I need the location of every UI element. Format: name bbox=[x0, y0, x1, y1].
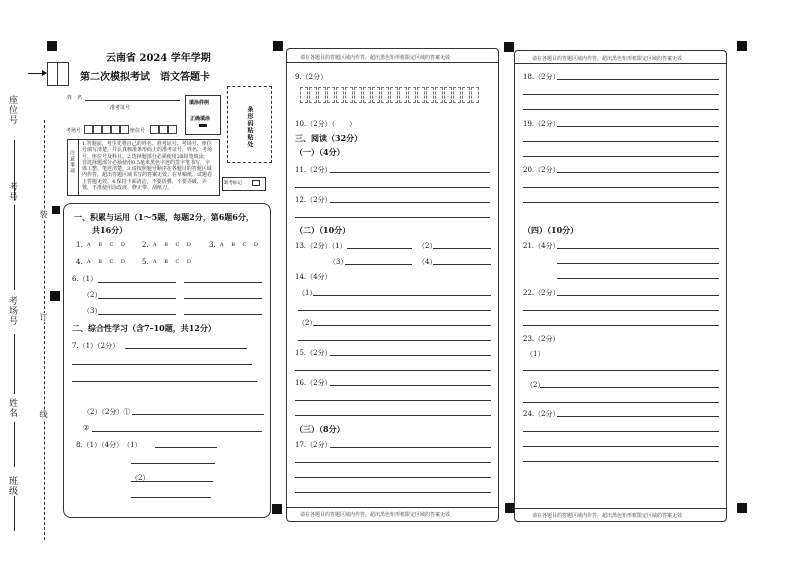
timing-mark bbox=[50, 291, 60, 301]
section1-title-2: 共16分） bbox=[92, 225, 128, 235]
q8-2-label: （2） bbox=[131, 474, 150, 482]
col3-bottom-divider bbox=[514, 508, 727, 509]
q12-line-1[interactable] bbox=[330, 202, 490, 203]
q4-options[interactable]: A B C D bbox=[87, 259, 128, 265]
q2-label: 2. bbox=[142, 241, 149, 249]
q14-line-4[interactable] bbox=[298, 340, 491, 341]
q14-line-3[interactable] bbox=[313, 325, 491, 326]
q16-line-1[interactable] bbox=[330, 385, 491, 386]
header-square-divider bbox=[57, 62, 58, 86]
q5-label: 5. bbox=[142, 258, 149, 266]
q24-line-1[interactable] bbox=[557, 416, 719, 417]
admission-label: 准考证号 bbox=[110, 105, 131, 111]
q17-line-4[interactable] bbox=[295, 492, 491, 493]
q3-label: 3. bbox=[209, 241, 216, 249]
q24-line-2[interactable] bbox=[523, 431, 719, 432]
timing-mark bbox=[504, 42, 514, 52]
exam-room-line bbox=[14, 334, 15, 394]
part3-title: （三）（8分） bbox=[295, 424, 345, 434]
q18-line-1[interactable] bbox=[557, 79, 719, 80]
notice-top-col2: 请在各题目的答题区域内作答，超出黑色矩形框限定区域的答案无效 bbox=[300, 55, 451, 61]
opt-d[interactable]: D bbox=[120, 242, 128, 248]
q18-line-3[interactable] bbox=[523, 109, 719, 110]
header-square-box bbox=[47, 62, 69, 86]
q7-line-1[interactable] bbox=[125, 348, 247, 349]
seal-char-3: 线 bbox=[39, 410, 48, 419]
q23-line-1[interactable] bbox=[523, 370, 719, 371]
q13-line-1[interactable] bbox=[347, 248, 412, 249]
q17-label: 17.（2分） bbox=[295, 441, 332, 449]
part4-title: （四）（10分） bbox=[523, 225, 579, 235]
seat-field-label: 座位号 bbox=[130, 128, 146, 134]
seal-line bbox=[44, 120, 45, 540]
q19-line-1[interactable] bbox=[557, 126, 719, 127]
q8-line-4[interactable] bbox=[131, 497, 211, 498]
q8-line-2[interactable] bbox=[131, 463, 215, 464]
exam-room-field-label: 考场号 bbox=[66, 128, 82, 134]
seat-cells[interactable] bbox=[150, 125, 177, 134]
opt-a[interactable]: A bbox=[87, 242, 94, 248]
q2-options[interactable]: A B C D bbox=[153, 242, 194, 248]
seal-char-1: 装 bbox=[39, 210, 48, 219]
q19-line-2[interactable] bbox=[523, 141, 719, 142]
q20-line-1[interactable] bbox=[557, 172, 719, 173]
q11-label: 11.（2分） bbox=[295, 166, 332, 174]
section2-title: 二、综合性学习（含7–10题，共12分） bbox=[72, 323, 216, 333]
q16-line-2[interactable] bbox=[295, 400, 491, 401]
absent-label: 缺考标记 bbox=[224, 181, 242, 186]
name-field-label: 姓 名 bbox=[67, 95, 83, 101]
q6-2-line-a[interactable] bbox=[98, 298, 176, 299]
q20-label: 20.（2分） bbox=[523, 166, 560, 174]
q14-2-label: （2） bbox=[298, 319, 317, 327]
q15-line-2[interactable] bbox=[295, 370, 491, 371]
q17-line-3[interactable] bbox=[295, 477, 491, 478]
timing-mark bbox=[272, 504, 282, 514]
name-line bbox=[14, 422, 15, 467]
col2-top-divider bbox=[286, 62, 499, 63]
q6-3-line-a[interactable] bbox=[98, 314, 176, 315]
q18-label: 18.（2分） bbox=[523, 73, 560, 81]
q20-line-3[interactable] bbox=[523, 202, 719, 203]
q12-line-2[interactable] bbox=[295, 217, 490, 218]
q6-1-label: 6.（1） bbox=[72, 275, 98, 283]
q8-line-3[interactable] bbox=[131, 481, 213, 482]
q7-label: 7.（1）（2分） bbox=[72, 342, 120, 350]
q15-label: 15.（2分） bbox=[295, 349, 332, 357]
q16-line-3[interactable] bbox=[295, 415, 491, 416]
barcode-label: 条形码粘贴处 bbox=[246, 106, 253, 148]
q1-label: 1. bbox=[76, 241, 83, 249]
q17-line-2[interactable] bbox=[295, 462, 491, 463]
q8-line-1[interactable] bbox=[155, 447, 217, 448]
q23-2-label: （2） bbox=[526, 381, 545, 389]
exam-room-label: 考场号 bbox=[7, 296, 17, 326]
q13-line-3[interactable] bbox=[345, 264, 412, 265]
fill-example-label: 填涂样例 bbox=[189, 100, 210, 106]
q6-1-line-b[interactable] bbox=[184, 282, 262, 283]
q6-1-line-a[interactable] bbox=[98, 282, 176, 283]
q23-label: 23.（2分） bbox=[523, 335, 560, 343]
notice-bottom-col3: 请在各题目的答题区域内作答，超出黑色矩形框限定区域的答案无效 bbox=[532, 513, 683, 519]
absent-checkbox[interactable] bbox=[252, 180, 260, 186]
notice-top-col3: 请在各题目的答题区域内作答，超出黑色矩形框限定区域的答案无效 bbox=[532, 56, 683, 62]
note-label: 注意事项 bbox=[69, 150, 75, 174]
q24-line-4[interactable] bbox=[523, 461, 719, 462]
q13-line-4[interactable] bbox=[433, 264, 491, 265]
q22-line-1[interactable] bbox=[557, 295, 719, 296]
q13-line-2[interactable] bbox=[433, 248, 491, 249]
q4-label: 4. bbox=[76, 258, 83, 266]
notice-bottom-col2: 请在各题目的答题区域内作答，超出黑色矩形框限定区域的答案无效 bbox=[300, 512, 451, 518]
part1-title: （一）（4分） bbox=[295, 147, 345, 157]
q24-label: 24.（2分） bbox=[523, 410, 560, 418]
q7-line-2[interactable] bbox=[72, 364, 252, 365]
timing-mark bbox=[737, 41, 747, 51]
correct-fill-label: 正确填涂 bbox=[190, 116, 211, 122]
answer-box-col1 bbox=[63, 203, 271, 518]
q6-2-line-b[interactable] bbox=[184, 298, 262, 299]
seal-char-2: 订 bbox=[39, 313, 48, 322]
timing-mark bbox=[737, 503, 747, 513]
q3-options[interactable]: A B C D bbox=[220, 242, 261, 248]
timing-mark bbox=[52, 206, 60, 214]
q17-line-1[interactable] bbox=[330, 447, 491, 448]
q7-2-line-2[interactable] bbox=[92, 431, 262, 432]
q12-label: 12.（2分） bbox=[295, 196, 332, 204]
q23-line-3[interactable] bbox=[523, 402, 719, 403]
q23-line-2[interactable] bbox=[540, 387, 719, 388]
q15-line-1[interactable] bbox=[330, 355, 491, 356]
q7-2-line-1[interactable] bbox=[132, 414, 264, 415]
q21-label: 21.（4分） bbox=[523, 242, 560, 250]
q24-line-3[interactable] bbox=[523, 446, 719, 447]
q14-line-2[interactable] bbox=[298, 310, 491, 311]
q18-line-2[interactable] bbox=[523, 94, 719, 95]
q9-writing-grid[interactable] bbox=[300, 87, 480, 103]
q14-line-1[interactable] bbox=[313, 295, 491, 296]
admission-cells[interactable] bbox=[84, 125, 129, 134]
class-label: 班级 bbox=[7, 476, 17, 496]
col2-bottom-divider bbox=[286, 507, 499, 508]
class-line bbox=[14, 496, 15, 531]
title-line-1: 云南省 2024 学年学期 bbox=[106, 53, 211, 64]
q23-1-label: （1） bbox=[526, 350, 545, 358]
part2-title: （二）（10分） bbox=[295, 225, 351, 235]
q13-4-label: （4） bbox=[418, 258, 437, 266]
q11-line-2[interactable] bbox=[295, 187, 490, 188]
q7-2b-label: ② bbox=[83, 424, 90, 432]
opt-b[interactable]: B bbox=[98, 242, 105, 248]
q13-3-label: （3） bbox=[329, 258, 348, 266]
q14-label: 14.（4分） bbox=[295, 273, 332, 281]
q13-2-label: （2） bbox=[418, 242, 437, 250]
q21-line-1[interactable] bbox=[557, 248, 719, 249]
instructions-text: 1.答题前，考生先将自己的姓名、准考证号、考场号、座位号填写清楚，并认真核准条形码上的准考证号、姓名、考场号、座位号及科目。2.选择题部分必须使用2B铅笔填涂；非选择题部分必须使用0.5毫米黑色字迹的签字笔书写，字体工整、笔迹清楚。3.请按照题号顺序在各题目的答题区域内作答，超出答题区域书写的答案无效；在草稿纸、试题卷上答题无效。4.保持卡面清洁，不要折叠、不要弄破、弄皱，不准使用涂改液、修正带、刮纸刀。 bbox=[82, 141, 213, 192]
seat-label: 座位号 bbox=[7, 95, 17, 125]
q22-line-2[interactable] bbox=[523, 310, 719, 311]
q19-label: 19.（2分） bbox=[523, 120, 560, 128]
q6-2-label: （2） bbox=[83, 291, 102, 299]
q13-label: 13.（2分）（1） bbox=[295, 242, 347, 250]
q14-1-label: （1） bbox=[298, 289, 317, 297]
q6-3-label: （3） bbox=[83, 307, 102, 315]
q19-line-3[interactable] bbox=[523, 156, 719, 157]
q8-label: 8.（1）（4分） （1） bbox=[76, 441, 142, 449]
q5-options[interactable]: A B C D bbox=[153, 259, 194, 265]
title-line-2: 第二次模拟考试 语文答题卡 bbox=[80, 72, 210, 83]
exam-no-line bbox=[14, 205, 15, 290]
section3-title: 三、阅读（32分） bbox=[295, 133, 363, 143]
q1-options[interactable] bbox=[87, 242, 128, 248]
q21-line-2[interactable] bbox=[557, 263, 719, 264]
q6-3-line-b[interactable] bbox=[184, 314, 262, 315]
timing-mark bbox=[47, 41, 57, 51]
name-label: 姓名 bbox=[7, 398, 17, 418]
q10-label: 10.（2分）（ ） bbox=[295, 120, 357, 128]
q21-line-3[interactable] bbox=[557, 278, 719, 279]
q7-line-3[interactable] bbox=[72, 381, 257, 382]
q16-label: 16.（2分） bbox=[295, 379, 332, 387]
name-field-line[interactable] bbox=[85, 100, 180, 101]
q22-line-3[interactable] bbox=[523, 325, 719, 326]
q7-2-label: （2）（2分）① bbox=[83, 408, 131, 416]
section1-title: 一、积累与运用（1～5题，每题2分，第6题6分， bbox=[74, 212, 254, 222]
q22-label: 22.（2分） bbox=[523, 289, 560, 297]
q20-line-2[interactable] bbox=[523, 187, 719, 188]
q11-line-1[interactable] bbox=[330, 172, 490, 173]
exam-no-label: 考号 bbox=[7, 182, 17, 202]
timing-mark bbox=[273, 41, 283, 51]
opt-c[interactable]: C bbox=[109, 242, 117, 248]
filled-mark-icon bbox=[199, 124, 207, 127]
q9-label: 9.（2分） bbox=[295, 73, 328, 81]
col3-top-divider bbox=[514, 63, 727, 64]
